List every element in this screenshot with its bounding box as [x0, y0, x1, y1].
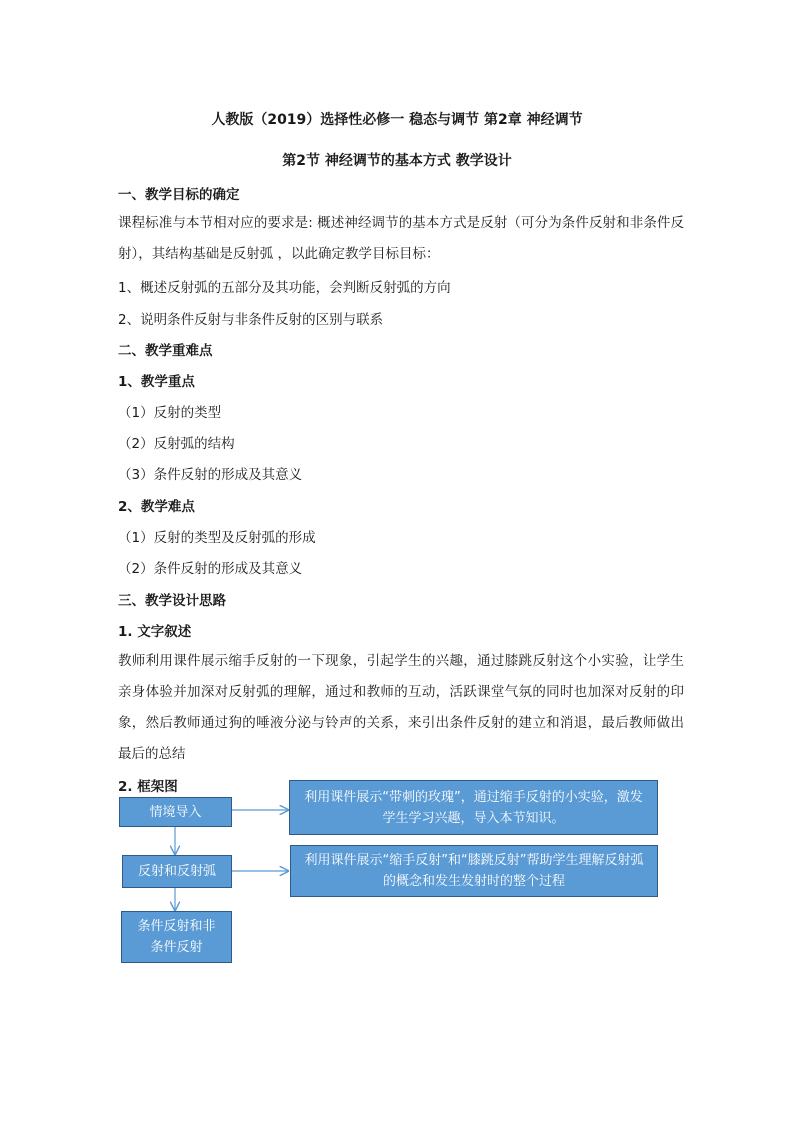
section1-item-1: 1、概述反射弧的五部分及其功能，会判断反射弧的方向 [118, 280, 451, 296]
key-point-2: （2）反射弧的结构 [118, 436, 235, 452]
flow-desc-reflex-arc [290, 845, 658, 897]
document-title: 人教版（2019）选择性必修一 稳态与调节 第2章 神经调节 [211, 112, 583, 128]
flow-desc-intro [289, 780, 658, 835]
section1-heading: 一、教学目标的确定 [118, 187, 240, 203]
section1-item-2: 2、说明条件反射与非条件反射的区别与联系 [118, 312, 384, 328]
flow-node-conditioned-reflex [121, 911, 232, 963]
section2-heading: 二、教学重难点 [118, 343, 213, 359]
section3-sub1-heading: 1. 文字叙述 [118, 624, 192, 640]
section3-sub2-heading: 2. 框架图 [118, 779, 178, 795]
flow-node-conditioned-reflex-label: 条件反射和非条件反射 [137, 919, 216, 955]
section2-sub1-heading: 1、教学重点 [118, 374, 195, 390]
difficulty-1: （1）反射的类型及反射弧的形成 [118, 530, 316, 546]
difficulty-2: （2）条件反射的形成及其意义 [118, 561, 303, 577]
section1-paragraph: 课程标准与本节相对应的要求是: 概述神经调节的基本方式是反射（可分为条件反射和非条件反射），其结构基础是反射弧 ，以此确定教学目标目标： [118, 215, 684, 262]
flow-node-intro-label: 情境导入 [149, 804, 202, 820]
flow-desc-intro-text: 利用课件展示“带刺的玫瑰”，通过缩手反射的小实验，激发学生学习兴趣，导入本节知识。 [304, 789, 643, 826]
key-point-1: （1）反射的类型 [118, 405, 222, 421]
section3-heading: 三、教学设计思路 [118, 593, 226, 609]
flow-node-intro [119, 797, 232, 827]
section3-paragraph: 教师利用课件展示缩手反射的一下现象，引起学生的兴趣，通过膝跳反射这个小实验，让学生亲身体验并加深对反射弧的理解，通过和教师的互动，活跃课堂气氛的同时也加深对反射的印象，然后教师通过狗的唾液分泌与铃声的关系，来引出条件反射的建立和消退，最后教师做出最后的总结 [118, 653, 684, 762]
section2-sub2-heading: 2、教学难点 [118, 499, 195, 515]
key-point-3: （3）条件反射的形成及其意义 [118, 467, 303, 483]
flow-node-reflex-arc [122, 855, 232, 888]
flow-node-reflex-arc-label: 反射和反射弧 [137, 864, 216, 879]
flow-desc-reflex-arc-text: 利用课件展示“缩手反射”和“膝跳反射”帮助学生理解反射弧的概念和发生发射时的整个过程 [304, 853, 644, 889]
document-subtitle: 第2节 神经调节的基本方式 教学设计 [282, 153, 512, 169]
